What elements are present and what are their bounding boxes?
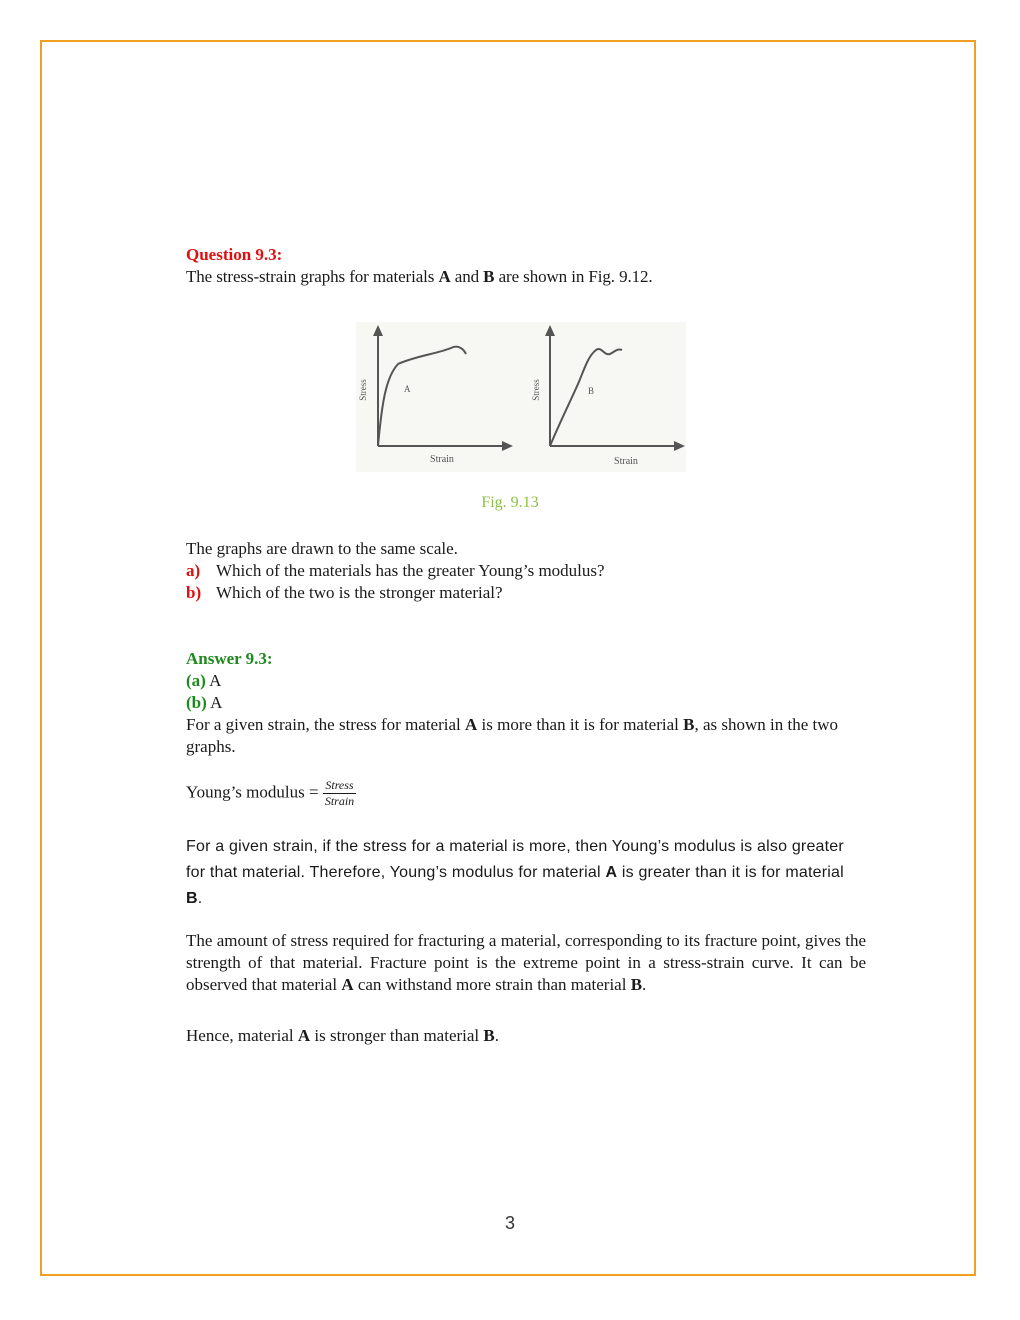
paragraph-text: For a given strain, if the stress for a material is more, then Young’s modulus is also greater for that material. Therefore, Young’s modulus for material: [186, 838, 844, 881]
graph-a-y-label: Stress: [358, 379, 368, 401]
graph-a-curve-label: A: [404, 384, 411, 394]
graph-a-x-label: Strain: [430, 454, 454, 465]
question-item-text: Which of the two is the stronger material?: [216, 583, 503, 602]
formula-lhs: Young’s modulus =: [186, 782, 323, 802]
answer-paragraph-3: [186, 930, 866, 996]
youngs-modulus-formula: [186, 778, 356, 809]
answer-section: [186, 648, 866, 758]
paragraph-text: .: [197, 890, 203, 907]
intro-text: The stress-strain graphs for materials: [186, 267, 439, 286]
question-section: [186, 244, 653, 288]
paragraph-text: is more than it is for material: [477, 715, 684, 734]
paragraph-text: is greater than it is for material: [617, 864, 844, 881]
answer-part-a: [186, 670, 866, 692]
intro-text: and: [450, 267, 484, 286]
answer-part-value: A: [209, 671, 222, 690]
question-item-label: a): [186, 561, 201, 580]
paragraph-text: .: [642, 975, 647, 994]
answer-part-label: (b): [186, 693, 207, 712]
graph-b-x-label: Strain: [614, 456, 638, 467]
answer-part-b: [186, 692, 866, 714]
paragraph-text: .: [494, 1026, 499, 1045]
material-a: A: [465, 715, 478, 734]
question-item-label: b): [186, 583, 202, 602]
scale-note: The graphs are drawn to the same scale.: [186, 539, 458, 558]
question-item-text: Which of the materials has the greater Young’s modulus?: [216, 561, 605, 580]
question-item-b: [186, 582, 605, 604]
paragraph-text: , as shown in the two graphs.: [186, 715, 839, 756]
answer-paragraph-1: [186, 714, 866, 758]
material-b: B: [483, 1026, 495, 1045]
material-b: B: [630, 975, 643, 994]
material-a: A: [605, 864, 618, 881]
stress-strain-figure: [356, 322, 686, 472]
graphs-svg: [356, 322, 686, 472]
material-a: A: [297, 1026, 311, 1045]
paragraph-text: For a given strain, the stress for material: [186, 715, 466, 734]
answer-paragraph-2: [186, 834, 856, 912]
figure-caption: Fig. 9.13: [481, 494, 539, 511]
formula-numerator: Stress: [323, 778, 356, 794]
question-item-a: [186, 560, 605, 582]
paragraph-text: The amount of stress required for fracturing a material, corresponding to its fracture point, gives the strength of that material. Fracture point is the extreme point in a stress-strain curve. It can be observed that material: [186, 931, 866, 994]
question-title: Question 9.3:: [186, 245, 283, 264]
graph-b-y-label: Stress: [531, 379, 541, 401]
intro-text: are shown in Fig. 9.12.: [494, 267, 653, 286]
answer-title: Answer 9.3:: [186, 649, 273, 668]
question-intro: [186, 266, 653, 288]
figure-background: [356, 322, 686, 472]
answer-part-value: A: [210, 693, 223, 712]
graph-b-curve-label: B: [588, 386, 595, 396]
answer-paragraph-4: [186, 1025, 866, 1047]
answer-part-label: (a): [186, 671, 206, 690]
formula-denominator: Strain: [324, 794, 355, 808]
material-a: A: [341, 975, 354, 994]
paragraph-text: is stronger than material: [310, 1026, 484, 1045]
material-b: B: [483, 267, 495, 286]
page-number: 3: [504, 1213, 515, 1233]
material-b: B: [186, 890, 198, 907]
formula-fraction: [323, 778, 356, 809]
material-b: B: [683, 715, 695, 734]
material-a: A: [438, 267, 451, 286]
paragraph-text: Hence, material: [186, 1026, 298, 1045]
paragraph-text: can withstand more strain than material: [353, 975, 631, 994]
question-body: [186, 538, 605, 604]
